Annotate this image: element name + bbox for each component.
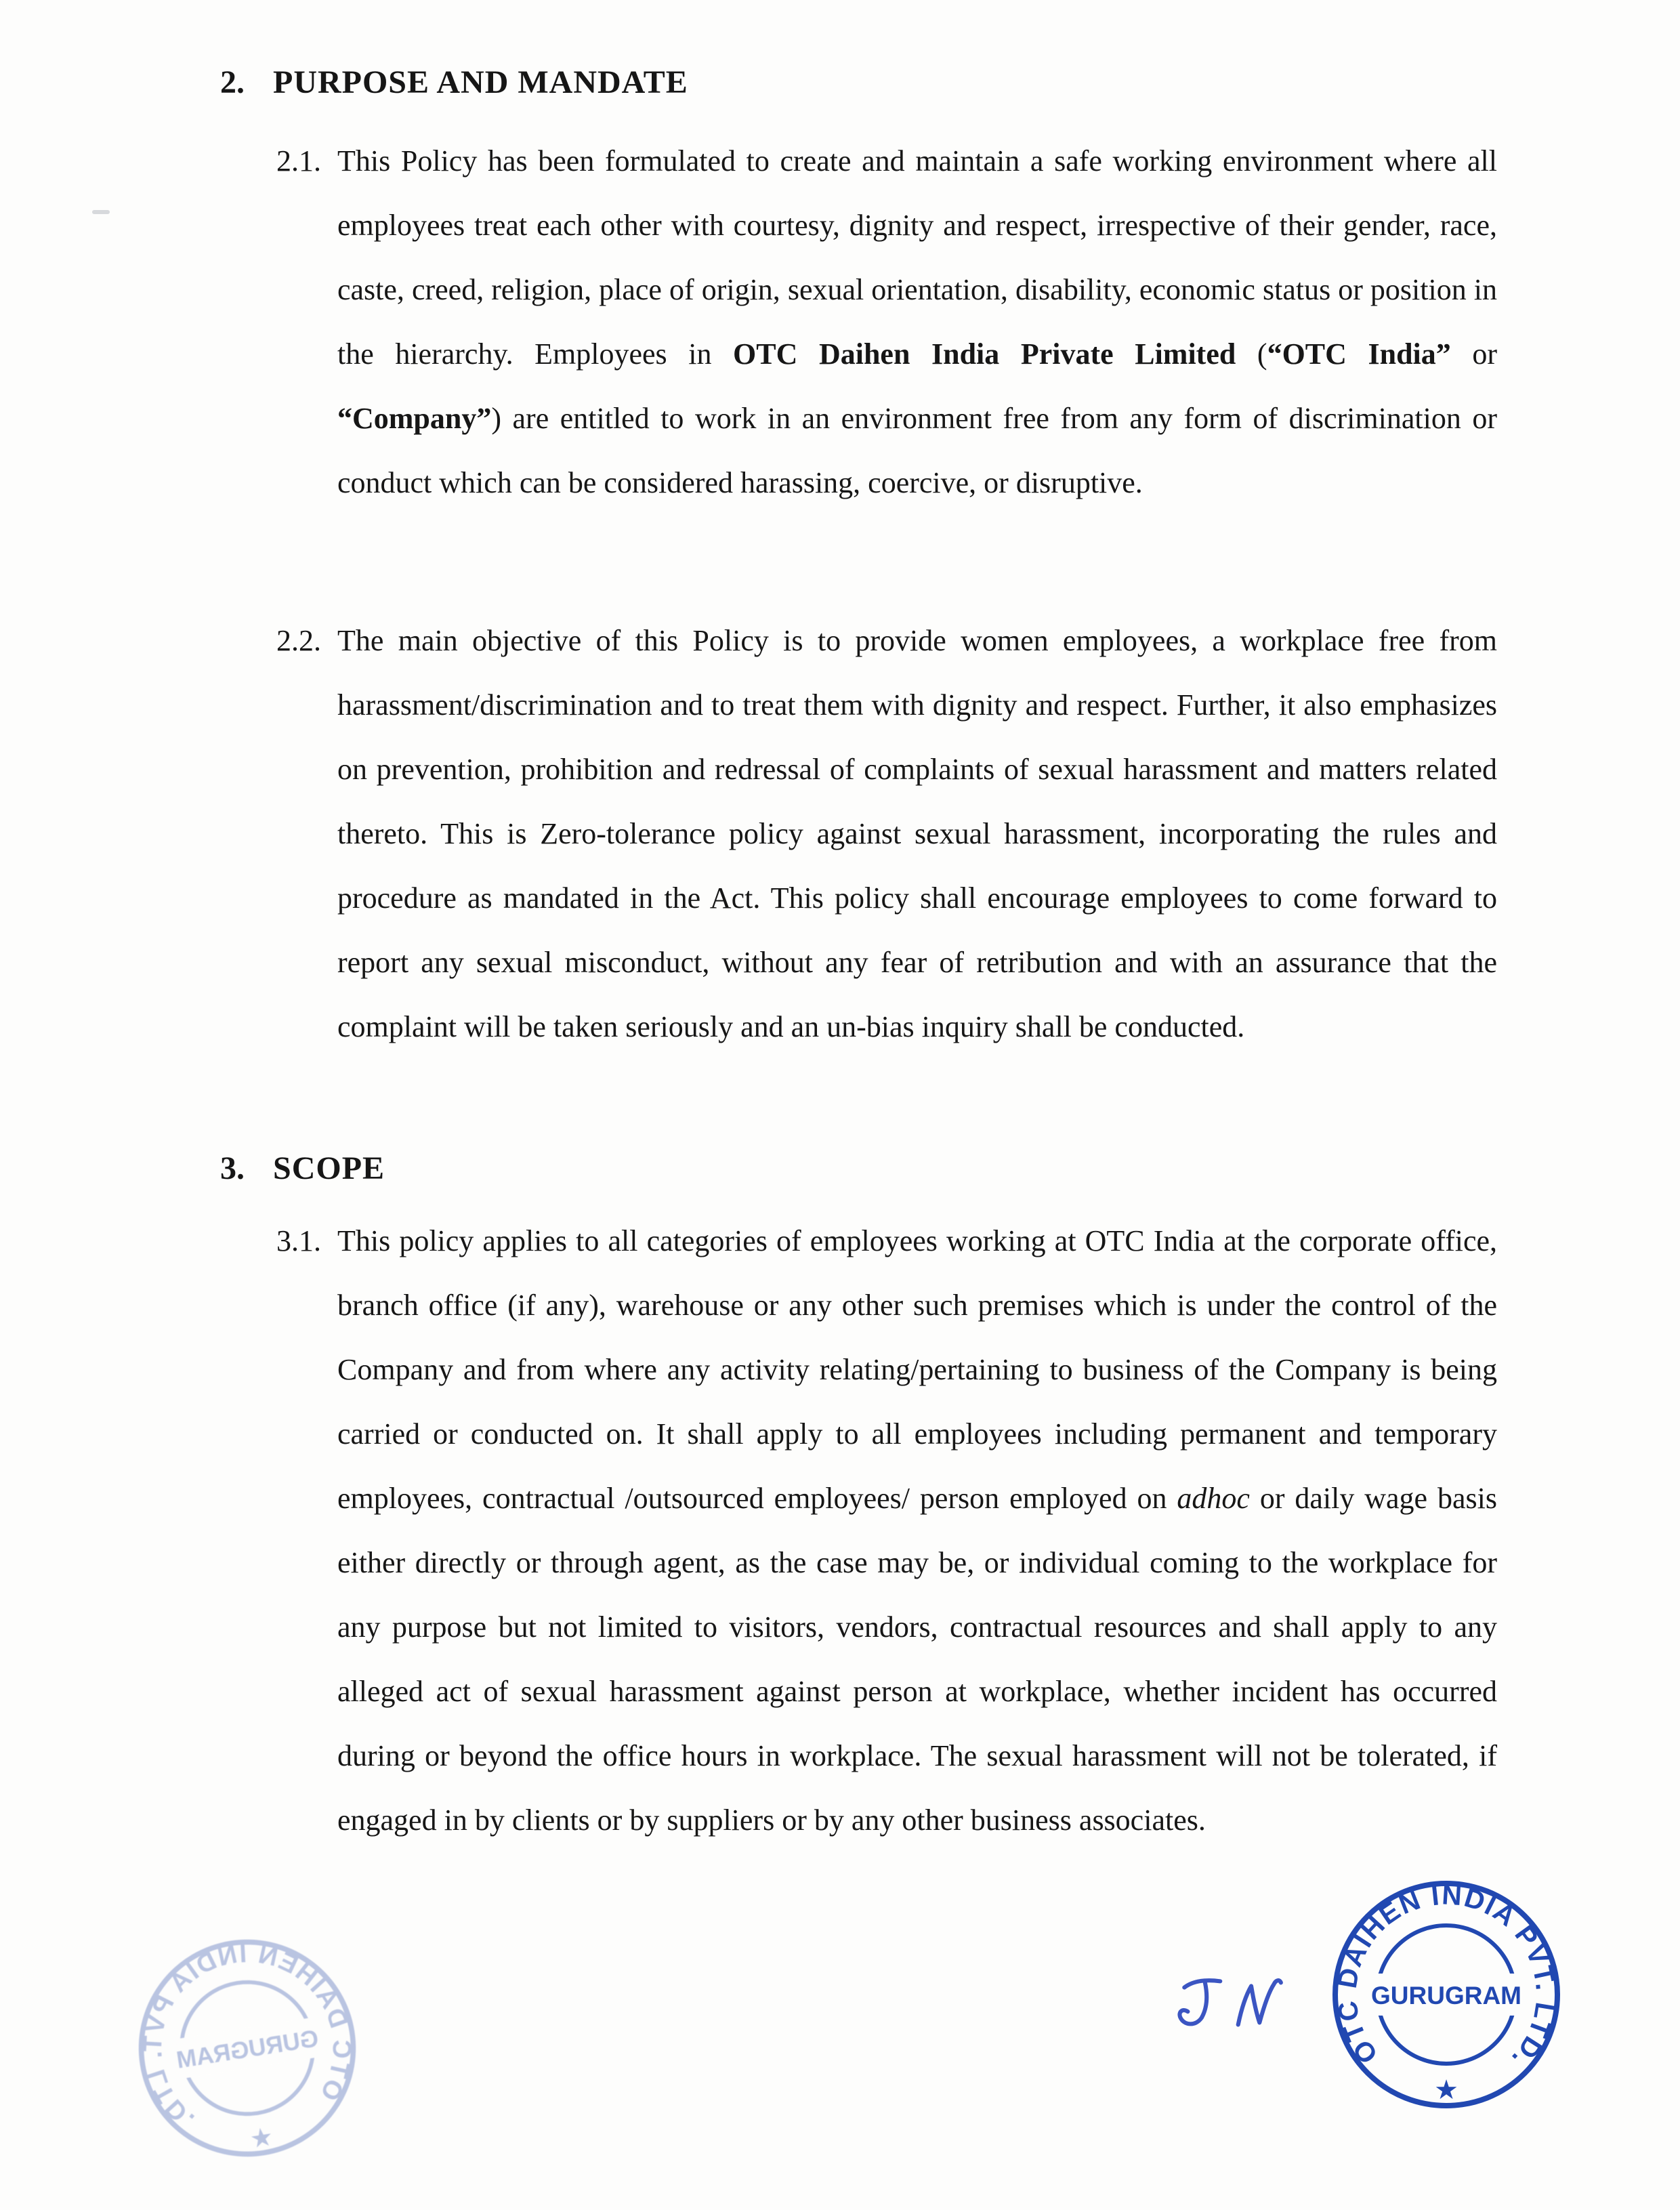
ghost-stamp-star-icon: ★: [247, 2121, 276, 2154]
paragraph-2-2-text: [337, 608, 1497, 1059]
paragraph-2-1: [276, 129, 1497, 515]
section-2-heading: [220, 62, 688, 103]
section-3-title: SCOPE: [273, 1150, 385, 1186]
text-segment: or: [1450, 337, 1498, 371]
text-segment: ) are entitled to work in an environment free from any form of discrimination or conduct which can be considered harassing, coercive, or disruptive.: [337, 402, 1497, 499]
paragraph-2-1-text: [337, 129, 1497, 515]
text-segment-bold: “OTC India”: [1267, 337, 1451, 371]
scan-artifact-dash: [92, 210, 110, 214]
text-segment-bold: OTC Daihen India Private Limited: [733, 337, 1236, 371]
text-segment-italic: adhoc: [1177, 1482, 1250, 1515]
stamp-center-text: GURUGRAM: [1371, 1982, 1521, 2009]
signature-jn: [1174, 1968, 1286, 2044]
section-3-heading: [220, 1148, 385, 1189]
section-2-number: 2.: [220, 64, 245, 100]
stamp-ring-text: OTC DAIHEN INDIA PVT. LTD.: [1332, 1880, 1561, 2075]
paragraph-2-2: [276, 608, 1497, 1059]
ghost-stamp: [119, 1920, 375, 2176]
company-stamp: [1329, 1877, 1563, 2112]
text-segment-bold: “Company”: [337, 402, 492, 435]
ghost-stamp-center-text: GURUGRAM: [174, 2025, 320, 2074]
signature-j-bar: [1184, 1980, 1220, 1987]
section-3-number: 3.: [220, 1150, 245, 1186]
paragraph-2-2-number: 2.2.: [276, 624, 321, 657]
section-2-title: PURPOSE AND MANDATE: [273, 64, 688, 100]
paragraph-3-1-text: [337, 1209, 1497, 1852]
text-segment: This Policy has been formulated to create and maintain a safe working environment where all employees treat each other with courtesy, dignity and respect, irrespective of their gender, race, caste, creed, religion, place of origin, sexual orientation, disability, economic status or position in the hierarchy. Employees in: [337, 144, 1497, 371]
text-segment: The main objective of this Policy is to provide women employees, a workplace free from harassment/discrimination and to treat them with dignity and respect. Further, it also emphasizes on prevention, prohibition and redressal of complaints of sexual harassment and matters related thereto. This is Zero-tolerance policy against sexual harassment, incorporating the rules and procedure as mandated in the Act. This policy shall encourage employees to come forward to report any sexual misconduct, without any fear of retribution and with an assurance that the complaint will be taken seriously and an un-bias inquiry shall be conducted.: [337, 624, 1497, 1043]
paragraph-2-1-number: 2.1.: [276, 144, 321, 178]
signature-n-stroke: [1238, 1980, 1281, 2024]
text-segment: This policy applies to all categories of employees working at OTC India at the corporate office, branch office (if any), warehouse or any other such premises which is under the control of the Company and from where any activity relating/pertaining to business of the Company is being carried or conducted on. It shall apply to all employees including permanent and temporary employees, contractual /outsourced employees/ person employed on: [337, 1224, 1497, 1515]
paragraph-3-1-number: 3.1.: [276, 1224, 321, 1257]
text-segment: (: [1236, 337, 1267, 371]
ghost-stamp-ring-text: OTC DAIHEN INDIA PVT. LTD.: [138, 1939, 356, 2136]
paragraph-3-1: [276, 1209, 1497, 1852]
stamp-star-icon: ★: [1434, 2075, 1458, 2106]
text-segment: or daily wage basis either directly or through agent, as the case may be, or individual coming to the workplace for any purpose but not limited to visitors, vendors, contractual resources and shall apply to any alleged act of sexual harassment against person at workplace, whether incident has occurred during or beyond the office hours in workplace. The sexual harassment will not be tolerated, if engaged in by clients or by suppliers or by any other business associates.: [337, 1482, 1497, 1837]
